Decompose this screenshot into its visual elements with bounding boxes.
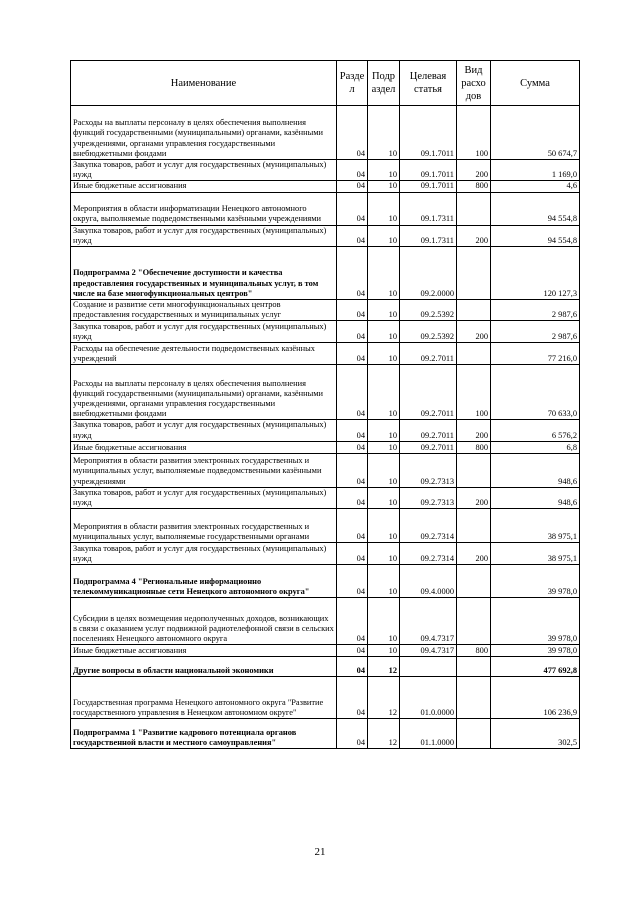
row-target-cell: 09.2.7313 (400, 453, 457, 487)
row-section-cell: 04 (337, 343, 368, 365)
row-type-cell (457, 598, 491, 645)
row-sum-cell: 50 674,7 (491, 106, 580, 160)
row-sum-cell: 2 987,6 (491, 300, 580, 321)
table-row (71, 247, 580, 300)
table-row (71, 543, 580, 565)
table-row (71, 565, 580, 598)
table-row (71, 181, 580, 192)
row-type-cell (457, 677, 491, 719)
row-type-cell (457, 657, 491, 677)
header-target-article: Целевая статья (400, 61, 457, 106)
row-sum-cell: 39 978,0 (491, 598, 580, 645)
row-name-cell: Закупка товаров, работ и услуг для государственных (муниципальных) нужд (71, 487, 337, 508)
row-subsection-cell: 10 (368, 106, 400, 160)
header-section: Разде л (337, 61, 368, 106)
row-target-cell: 09.4.7317 (400, 645, 457, 657)
row-name-cell: Создание и развитие сети многофункциональных центров предоставления государственных и муниципальных услуг (71, 300, 337, 321)
row-section-cell: 04 (337, 181, 368, 192)
row-section-cell: 04 (337, 247, 368, 300)
row-subsection-cell: 10 (368, 321, 400, 343)
row-section-cell: 04 (337, 106, 368, 160)
table-row (71, 225, 580, 246)
row-subsection-cell: 12 (368, 677, 400, 719)
row-name-cell: Подпрограмма 1 "Развитие кадрового потенциала органов государственной власти и местного самоуправления" (71, 719, 337, 749)
table-row (71, 106, 580, 160)
row-section-cell: 04 (337, 598, 368, 645)
row-type-cell: 800 (457, 181, 491, 192)
row-target-cell: 09.2.7313 (400, 487, 457, 508)
row-sum-cell: 302,5 (491, 719, 580, 749)
row-type-cell (457, 247, 491, 300)
row-name-cell: Другие вопросы в области национальной экономики (71, 657, 337, 677)
row-sum-cell: 948,6 (491, 487, 580, 508)
row-subsection-cell: 10 (368, 565, 400, 598)
row-type-cell: 100 (457, 365, 491, 420)
table-body (71, 106, 580, 749)
row-name-cell: Расходы на обеспечение деятельности подведомственных казённых учреждений (71, 343, 337, 365)
row-type-cell: 800 (457, 645, 491, 657)
row-name-cell: Мероприятия в области развития электронных государственных и муниципальных услуг, выполняемые государственными органами (71, 509, 337, 543)
row-subsection-cell: 10 (368, 247, 400, 300)
row-subsection-cell: 10 (368, 192, 400, 225)
row-section-cell: 04 (337, 645, 368, 657)
row-name-cell: Подпрограмма 4 "Региональные информационно телекоммуникационные сети Ненецкого автономного округа" (71, 565, 337, 598)
row-target-cell: 09.2.7011 (400, 441, 457, 453)
row-target-cell: 09.2.7011 (400, 343, 457, 365)
row-section-cell: 04 (337, 509, 368, 543)
header-sum: Сумма (491, 61, 580, 106)
table-row (71, 160, 580, 181)
row-section-cell: 04 (337, 453, 368, 487)
table-row (71, 321, 580, 343)
row-name-cell: Мероприятия в области информатизации Ненецкого автономного округа, выполняемые подведомственными казёнными учреждениями (71, 192, 337, 225)
row-sum-cell: 39 978,0 (491, 645, 580, 657)
row-subsection-cell: 10 (368, 160, 400, 181)
row-sum-cell: 77 216,0 (491, 343, 580, 365)
row-type-cell (457, 300, 491, 321)
row-sum-cell: 4,6 (491, 181, 580, 192)
row-type-cell (457, 192, 491, 225)
row-subsection-cell: 10 (368, 453, 400, 487)
row-section-cell: 04 (337, 657, 368, 677)
row-name-cell: Мероприятия в области развития электронных государственных и муниципальных услуг, выполняемые подведомственными казёнными учреждениями (71, 453, 337, 487)
row-type-cell (457, 719, 491, 749)
row-subsection-cell: 10 (368, 300, 400, 321)
table-row (71, 453, 580, 487)
row-subsection-cell: 10 (368, 225, 400, 246)
row-type-cell: 100 (457, 106, 491, 160)
row-subsection-cell: 10 (368, 181, 400, 192)
row-type-cell: 200 (457, 321, 491, 343)
row-section-cell: 04 (337, 677, 368, 719)
row-target-cell: 09.1.7311 (400, 192, 457, 225)
header-name: Наименование (71, 61, 337, 106)
row-name-cell: Закупка товаров, работ и услуг для государственных (муниципальных) нужд (71, 160, 337, 181)
row-sum-cell: 94 554,8 (491, 225, 580, 246)
row-target-cell: 01.0.0000 (400, 677, 457, 719)
row-sum-cell: 2 987,6 (491, 321, 580, 343)
row-target-cell: 09.1.7011 (400, 106, 457, 160)
header-expense-type: Вид расхо дов (457, 61, 491, 106)
row-section-cell: 04 (337, 160, 368, 181)
row-target-cell: 09.1.7011 (400, 160, 457, 181)
row-target-cell: 09.1.7311 (400, 225, 457, 246)
row-subsection-cell: 10 (368, 645, 400, 657)
row-subsection-cell: 10 (368, 365, 400, 420)
row-type-cell: 200 (457, 420, 491, 441)
row-section-cell: 04 (337, 543, 368, 565)
row-name-cell: Закупка товаров, работ и услуг для государственных (муниципальных) нужд (71, 420, 337, 441)
table-row (71, 192, 580, 225)
row-sum-cell: 38 975,1 (491, 509, 580, 543)
row-section-cell: 04 (337, 441, 368, 453)
row-sum-cell: 477 692,8 (491, 657, 580, 677)
row-name-cell: Субсидии в целях возмещения недополученных доходов, возникающих в связи с оказанием услуг подвижной радиотелефонной связи в сельских поселениях Ненецкого автономного округа (71, 598, 337, 645)
row-sum-cell: 6,8 (491, 441, 580, 453)
table-row (71, 677, 580, 719)
row-name-cell: Иные бюджетные ассигнования (71, 441, 337, 453)
row-type-cell: 200 (457, 487, 491, 508)
row-subsection-cell: 10 (368, 509, 400, 543)
table-row (71, 719, 580, 749)
table-row (71, 300, 580, 321)
row-target-cell: 09.2.7011 (400, 420, 457, 441)
row-sum-cell: 38 975,1 (491, 543, 580, 565)
row-subsection-cell: 12 (368, 719, 400, 749)
row-type-cell: 200 (457, 160, 491, 181)
row-type-cell: 200 (457, 225, 491, 246)
row-target-cell: 09.2.7011 (400, 365, 457, 420)
row-name-cell: Закупка товаров, работ и услуг для государственных (муниципальных) нужд (71, 543, 337, 565)
row-target-cell: 09.2.5392 (400, 321, 457, 343)
row-sum-cell: 70 633,0 (491, 365, 580, 420)
row-type-cell (457, 343, 491, 365)
table-row (71, 598, 580, 645)
row-section-cell: 04 (337, 192, 368, 225)
table-row (71, 343, 580, 365)
row-type-cell (457, 509, 491, 543)
row-subsection-cell: 12 (368, 657, 400, 677)
page-number: 21 (314, 846, 326, 858)
row-name-cell: Подпрограмма 2 "Обеспечение доступности и качества предоставления государственных и муниципальных услуг, в том числе на базе многофункциональных центров" (71, 247, 337, 300)
row-subsection-cell: 10 (368, 420, 400, 441)
table-row (71, 420, 580, 441)
row-target-cell: 09.2.0000 (400, 247, 457, 300)
row-section-cell: 04 (337, 365, 368, 420)
row-name-cell: Расходы на выплаты персоналу в целях обеспечения выполнения функций государственными (муниципальными) органами, казёнными учреждениями, органами управления государственными внебюджетными фондами (71, 106, 337, 160)
row-name-cell: Расходы на выплаты персоналу в целях обеспечения выполнения функций государственными (муниципальными) органами, казёнными учреждениями, органами управления государственными внебюджетными фондами (71, 365, 337, 420)
row-section-cell: 04 (337, 719, 368, 749)
row-sum-cell: 120 127,3 (491, 247, 580, 300)
row-section-cell: 04 (337, 225, 368, 246)
row-subsection-cell: 10 (368, 343, 400, 365)
row-subsection-cell: 10 (368, 543, 400, 565)
table-row (71, 487, 580, 508)
row-sum-cell: 106 236,9 (491, 677, 580, 719)
row-target-cell: 09.4.0000 (400, 565, 457, 598)
row-sum-cell: 1 169,0 (491, 160, 580, 181)
row-target-cell (400, 657, 457, 677)
row-name-cell: Государственная программа Ненецкого автономного округа "Развитие государственного управления в Ненецком автономном округе" (71, 677, 337, 719)
row-sum-cell: 948,6 (491, 453, 580, 487)
table-row (71, 645, 580, 657)
row-name-cell: Иные бюджетные ассигнования (71, 645, 337, 657)
row-name-cell: Закупка товаров, работ и услуг для государственных (муниципальных) нужд (71, 225, 337, 246)
row-section-cell: 04 (337, 321, 368, 343)
row-subsection-cell: 10 (368, 487, 400, 508)
table-row (71, 365, 580, 420)
row-sum-cell: 94 554,8 (491, 192, 580, 225)
row-section-cell: 04 (337, 487, 368, 508)
row-section-cell: 04 (337, 565, 368, 598)
row-name-cell: Иные бюджетные ассигнования (71, 181, 337, 192)
row-type-cell: 800 (457, 441, 491, 453)
row-target-cell: 09.2.7314 (400, 509, 457, 543)
table-header-row (71, 61, 580, 106)
table-row (71, 441, 580, 453)
row-target-cell: 09.4.7317 (400, 598, 457, 645)
row-target-cell: 09.2.7314 (400, 543, 457, 565)
row-subsection-cell: 10 (368, 441, 400, 453)
table-row (71, 509, 580, 543)
row-type-cell: 200 (457, 543, 491, 565)
header-subsection: Подр аздел (368, 61, 400, 106)
row-name-cell: Закупка товаров, работ и услуг для государственных (муниципальных) нужд (71, 321, 337, 343)
row-type-cell (457, 565, 491, 598)
row-section-cell: 04 (337, 420, 368, 441)
budget-table (70, 60, 580, 749)
row-type-cell (457, 453, 491, 487)
row-subsection-cell: 10 (368, 598, 400, 645)
row-target-cell: 09.1.7011 (400, 181, 457, 192)
row-section-cell: 04 (337, 300, 368, 321)
table-row (71, 657, 580, 677)
row-target-cell: 09.2.5392 (400, 300, 457, 321)
row-sum-cell: 6 576,2 (491, 420, 580, 441)
row-target-cell: 01.1.0000 (400, 719, 457, 749)
row-sum-cell: 39 978,0 (491, 565, 580, 598)
